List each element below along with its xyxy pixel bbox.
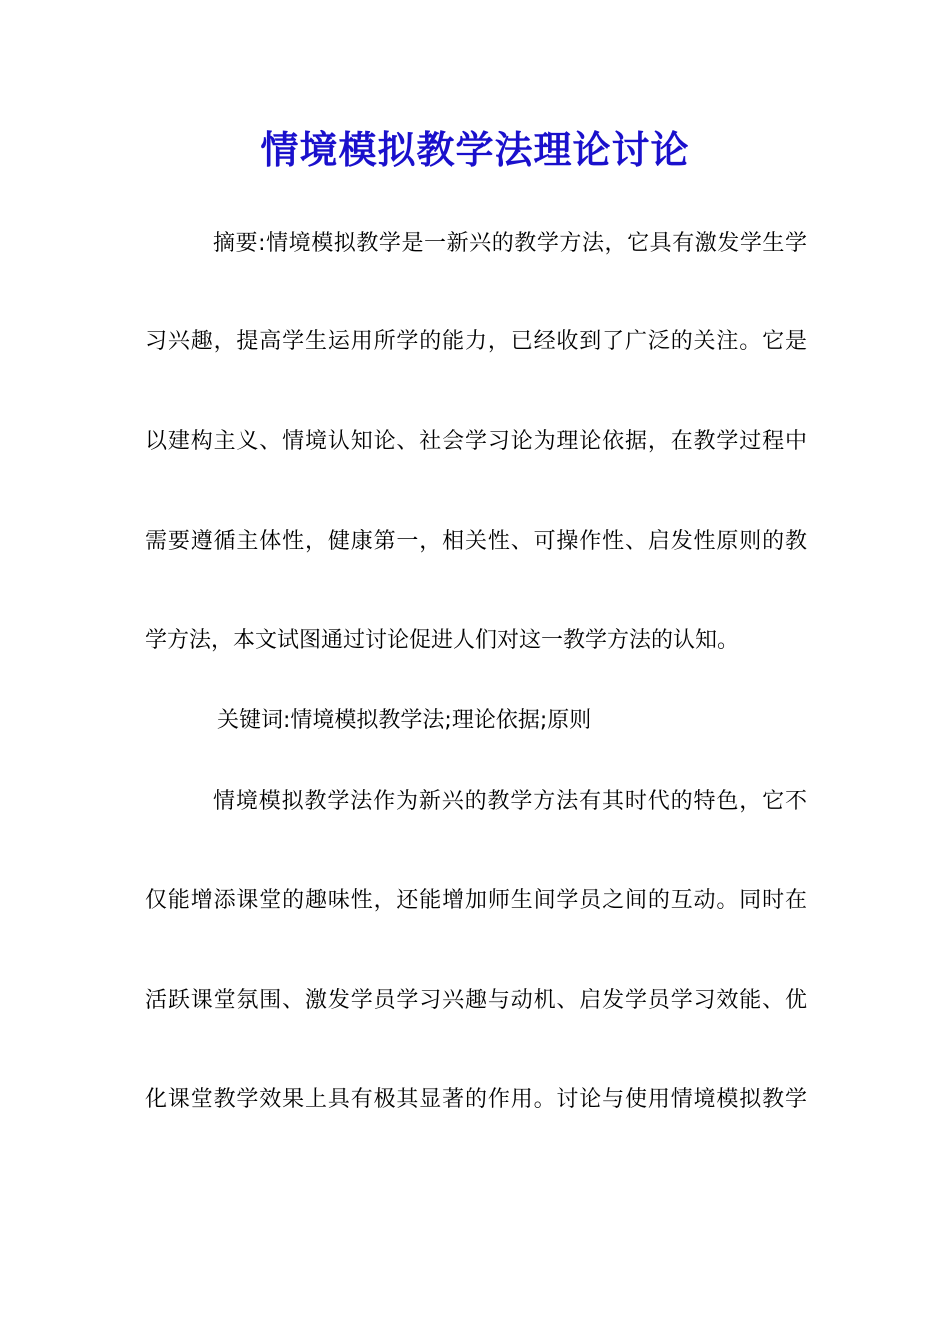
abstract-line-5: 学方法，本文试图通过讨论促进人们对这一教学方法的认知。: [145, 628, 740, 653]
body-line-3: 活跃课堂氛围、激发学员学习兴趣与动机、启发学员学习效能、优: [145, 988, 807, 1013]
body-line-4: 化课堂教学效果上具有极其显著的作用。讨论与使用情境模拟教学: [145, 1087, 807, 1112]
abstract-line-4: 需要遵循主体性，健康第一，相关性、可操作性、启发性原则的教: [145, 529, 807, 554]
body-line-1: 情境模拟教学法作为新兴的教学方法有其时代的特色，它不: [213, 789, 807, 814]
keywords-line: 关键词:情境模拟教学法;理论依据;原则: [217, 708, 592, 733]
body-line-2: 仅能增添课堂的趣味性，还能增加师生间学员之间的互动。同时在: [145, 888, 807, 913]
abstract-line-2: 习兴趣，提高学生运用所学的能力，已经收到了广泛的关注。它是: [145, 329, 807, 354]
document-title: 情境模拟教学法理论讨论: [260, 127, 690, 172]
abstract-line-1: 摘要:情境模拟教学是一新兴的教学方法，它具有激发学生学: [213, 231, 807, 256]
abstract-line-3: 以建构主义、情境认知论、社会学习论为理论依据，在教学过程中: [145, 429, 807, 454]
